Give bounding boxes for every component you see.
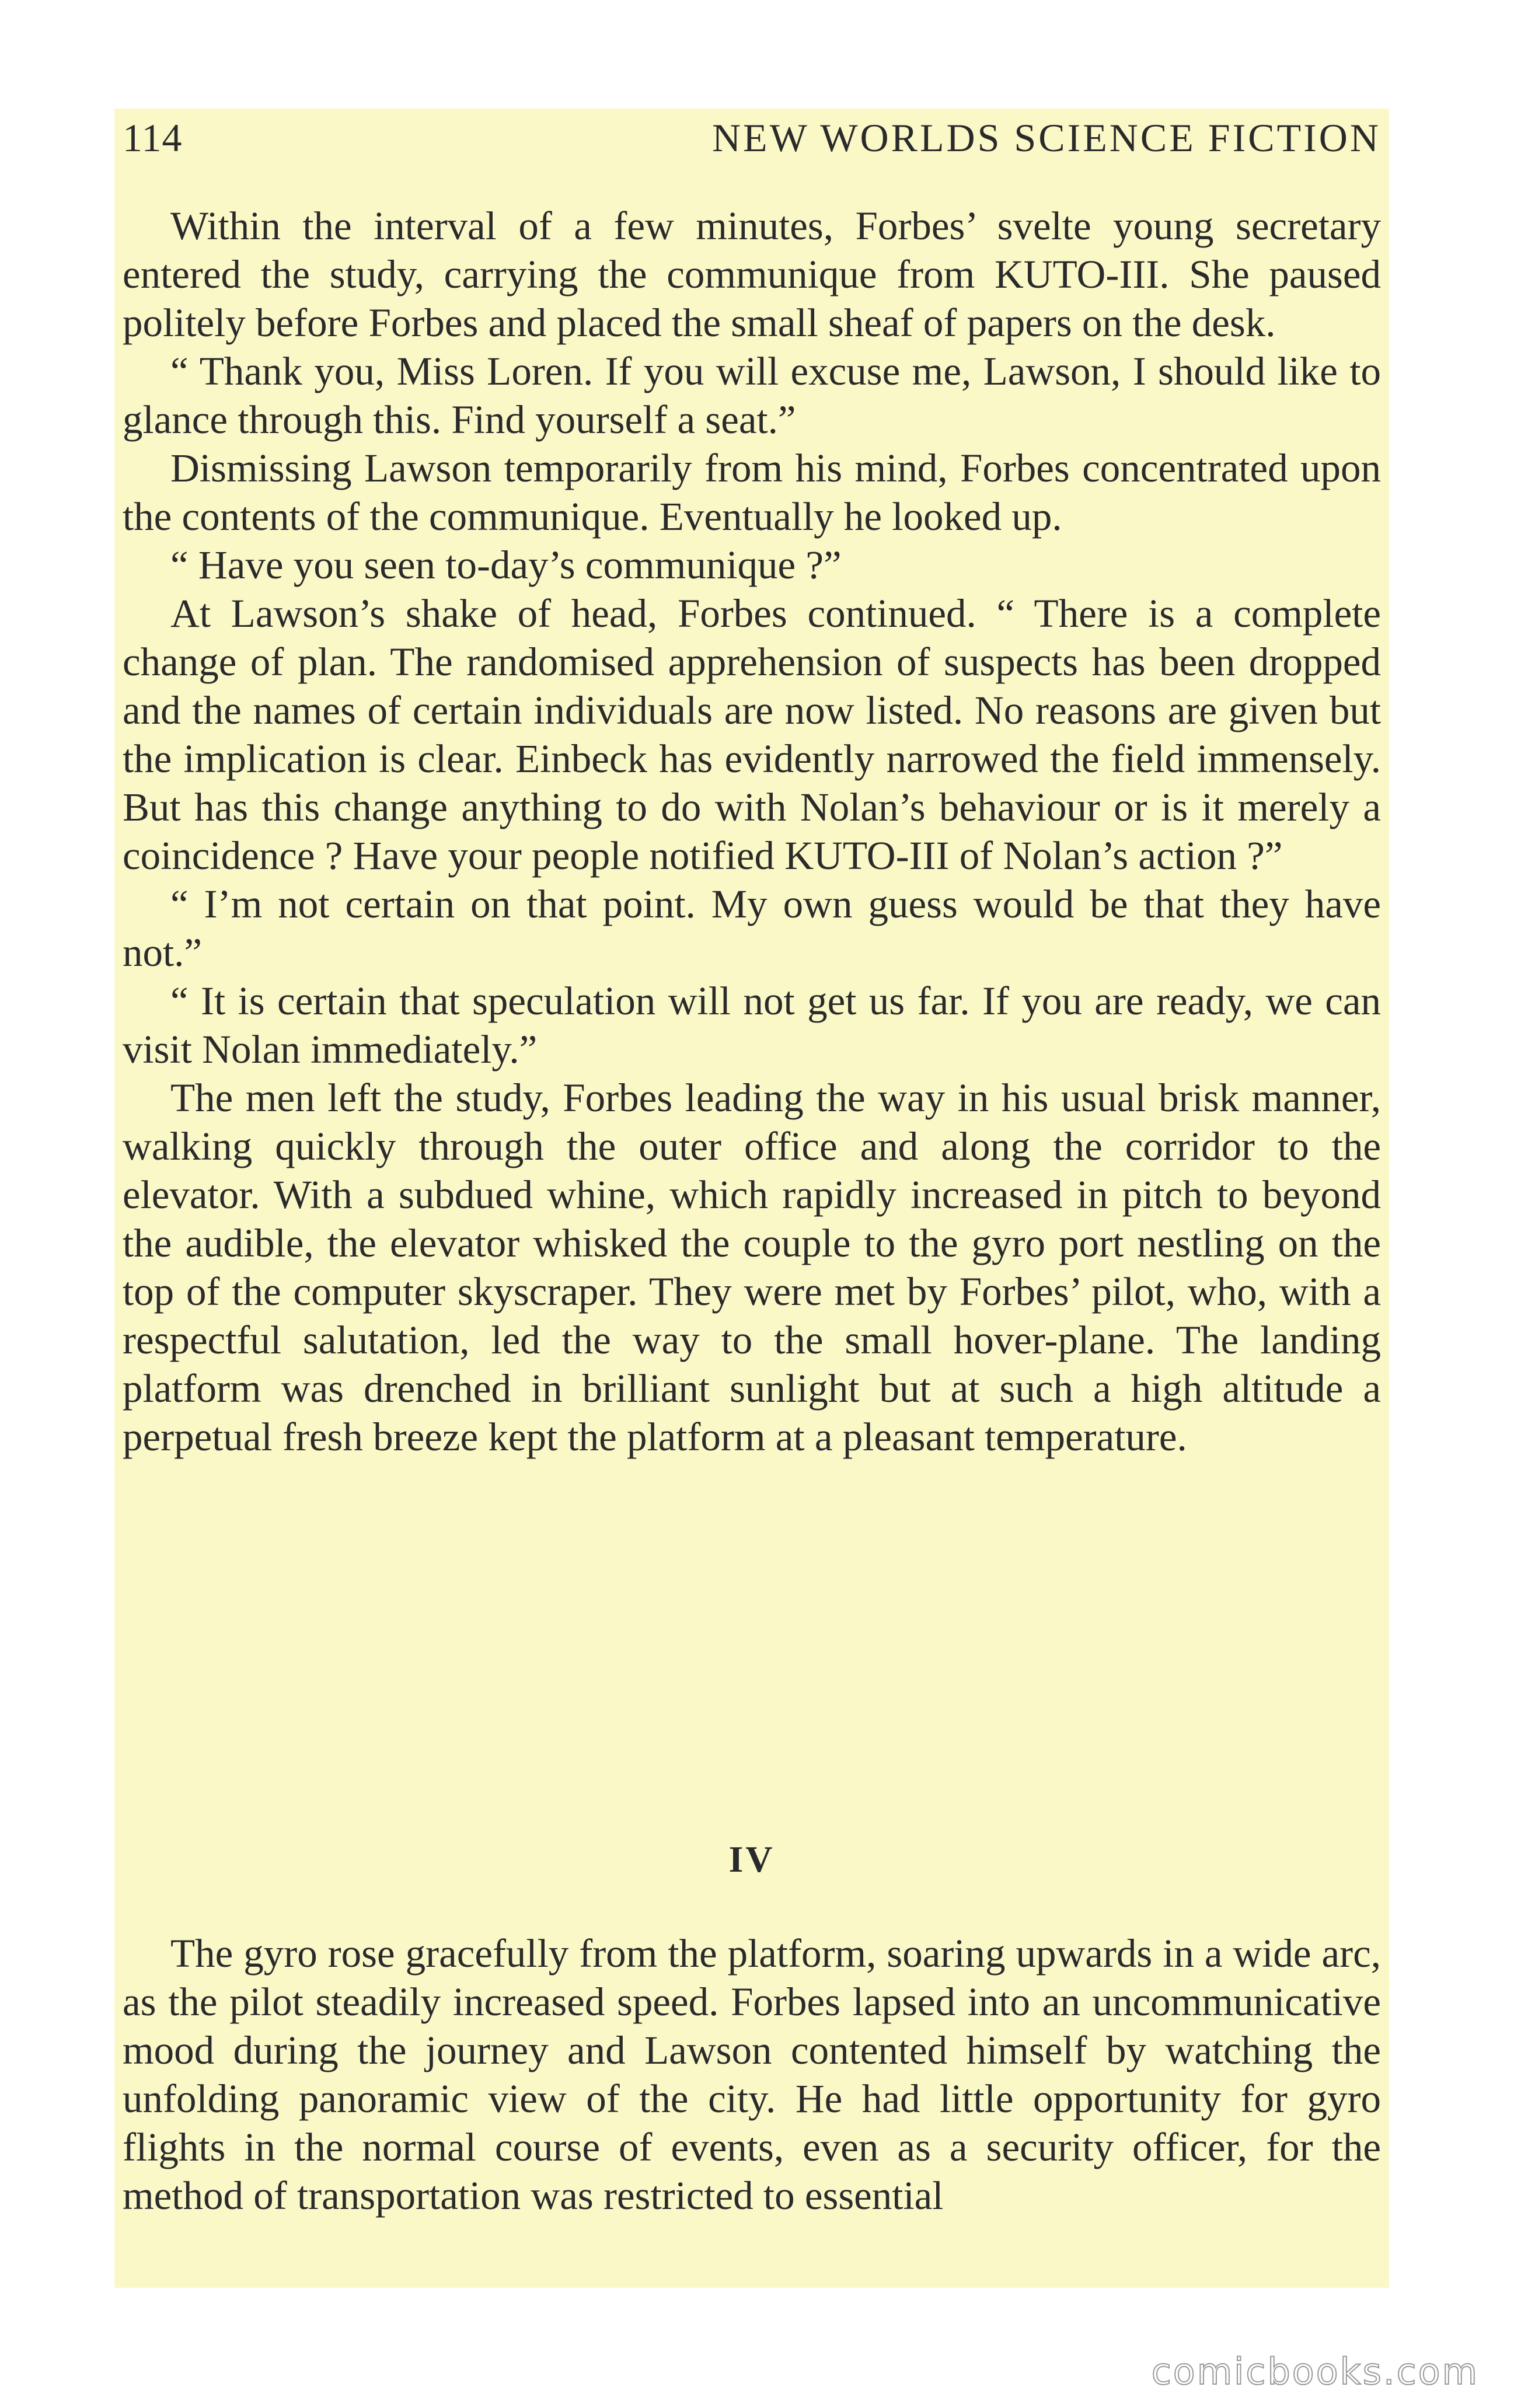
paragraph: “ Have you seen to-day’s communique ?” [170,543,842,587]
paragraph: Dismissing Lawson temporarily from his mind, Forbes concentrated upon the contents of the communique. Eventually he looked up. [123,446,1381,539]
book-page [114,109,1389,2288]
paragraph: The men left the study, Forbes leading the way in his usual brisk manner, walking quickly through the outer office and along the corridor to the elevator. With a subdued whine, which rapidly increased in pitch to beyond the audible, the elevator whisked the couple to the gyro port nestling on the top of the computer skyscraper. They were met by Forbes’ pilot, who, with a respectful salutation, led the way to the small hover-plane. The landing platform was drenched in brilliant sunlight but at such a high altitude a perpetual fresh breeze kept the platform at a pleasant temperature. [123,1076,1381,1459]
paragraph: At Lawson’s shake of head, Forbes continued. “ There is a complete change of plan. The randomised apprehension of suspects has been dropped and the names of certain individuals are now listed. No reasons are given but the implication is clear. Einbeck has evidently narrowed the field immensely. But has this change anything to do with Nolan’s behaviour or is it merely a coincidence ? Have your people notified KUTO-III of Nolan’s action ?” [123,591,1381,878]
paragraph: “ I’m not certain on that point. My own guess would be that they have not.” [123,882,1381,975]
paragraph: “ It is certain that speculation will not get us far. If you are ready, we can visit Nolan immediately.” [123,979,1381,1072]
page-number: 114 [123,116,183,160]
paragraph: Within the interval of a few minutes, Forbes’ svelte young secretary entered the study, carrying the communique from KUTO-III. She paused politely before Forbes and placed the small sheaf of papers on the desk. [123,204,1381,345]
paragraph: “ Thank you, Miss Loren. If you will excuse me, Lawson, I should like to glance through this. Find yourself a seat.” [123,349,1381,442]
watermark: comicbooks.com [1151,2350,1479,2393]
running-head: NEW WORLDS SCIENCE FICTION [711,116,1381,160]
text-block-before [123,202,1381,1461]
paragraph: The gyro rose gracefully from the platform, soaring upwards in a wide arc, as the pilot steadily increased speed. Forbes lapsed into an uncommunicative mood during the journey and Lawson contented himself by watching the unfolding panoramic view of the city. He had little opportunity for gyro flights in the normal course of events, even as a security officer, for the method of transportation was restricted to essential [123,1931,1381,2218]
page-header [123,109,1381,167]
text-block-after [123,1929,1381,2220]
section-heading: IV [728,1838,775,1880]
